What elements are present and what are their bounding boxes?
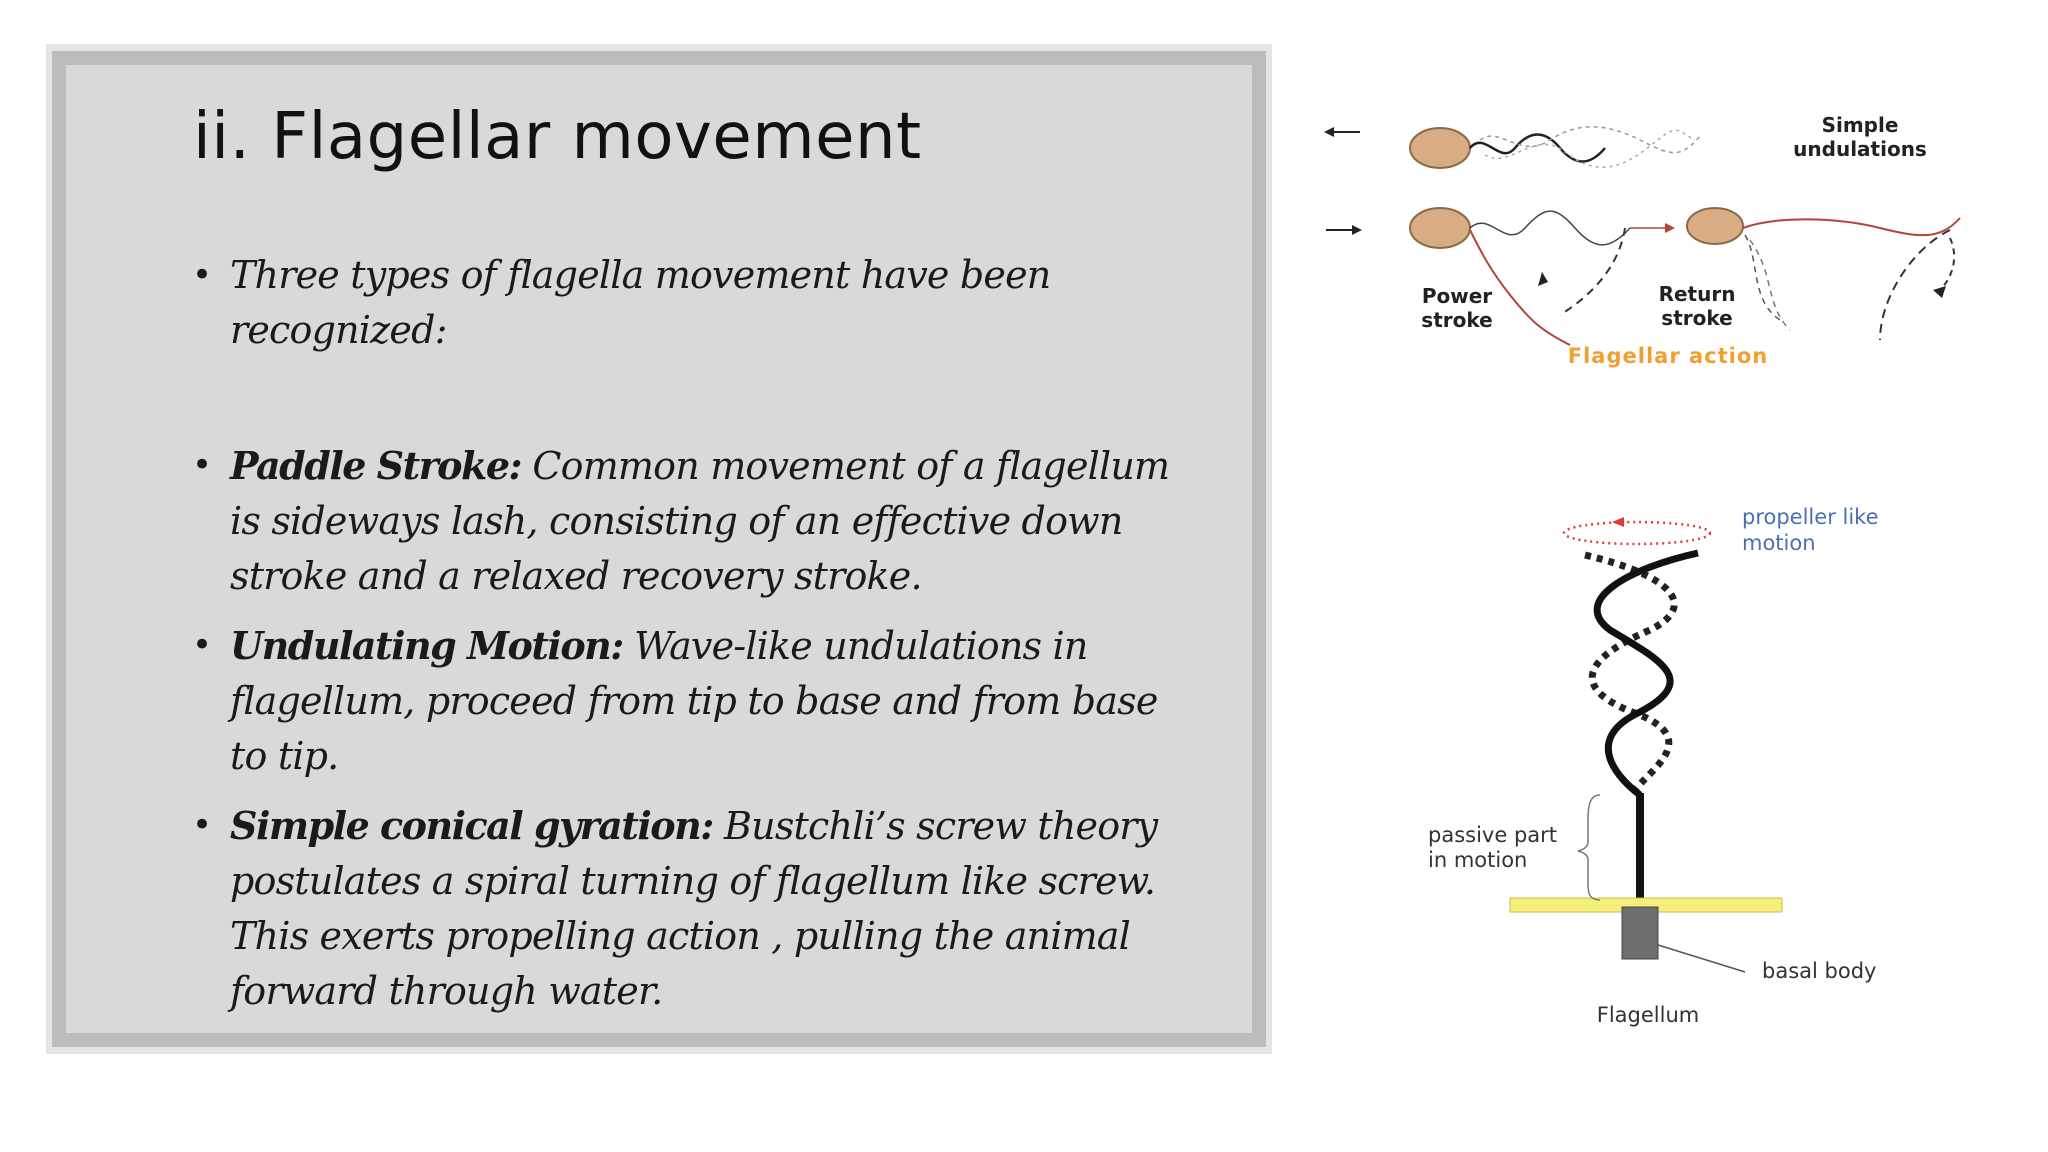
- return-stroke-dashed-path: [1745, 235, 1780, 320]
- bullet-lead: Paddle Stroke:: [230, 443, 522, 488]
- arrowhead-icon: [1538, 272, 1548, 286]
- cell-body: [1687, 208, 1743, 244]
- slide-title: ii. Flagellar movement: [193, 100, 922, 174]
- undulating-flagellum: [1470, 135, 1605, 162]
- label-power-line1: Power: [1421, 284, 1493, 308]
- arrowhead-icon: [1665, 223, 1675, 233]
- label-basal-body: basal body: [1762, 959, 1877, 983]
- rotation-path: [1564, 522, 1710, 544]
- cell-body: [1410, 208, 1470, 248]
- basal-body: [1622, 907, 1658, 959]
- basal-body-pointer: [1658, 945, 1745, 972]
- right-arrow-icon: [1326, 225, 1362, 235]
- bullet-marker: •: [192, 255, 212, 295]
- bullet-paddle-stroke: [190, 438, 1190, 604]
- bullet-undulating-motion: [190, 618, 1190, 784]
- return-stroke-dashed-path: [1750, 240, 1790, 330]
- return-stroke-flagellum: [1743, 218, 1960, 235]
- flagellum-structure-diagram: [1400, 490, 1920, 1050]
- bullet-intro: [190, 248, 1190, 358]
- bullet-lead: Simple conical gyration:: [230, 803, 713, 848]
- undulation-ghost-wave: [1485, 130, 1695, 167]
- label-simple-line1: Simple: [1821, 113, 1899, 137]
- rotation-arrow-icon: [1612, 517, 1624, 527]
- left-arrow-icon: [1324, 127, 1360, 137]
- flagellum-ghost-spiral: [1585, 555, 1674, 790]
- label-return-line1: Return: [1658, 282, 1736, 306]
- label-power-line2: stroke: [1421, 308, 1493, 332]
- bullet-text: Bustchli’s screw theory postulates a spiral turning of flagellum like screw. This exerts propelling action , pulling the animal forward through water.: [230, 804, 1158, 1013]
- flagellum-spiral: [1597, 553, 1698, 795]
- bullet-conical-gyration: [190, 798, 1190, 1019]
- return-stroke-dashed-path: [1880, 230, 1950, 340]
- label-simple-line2: undulations: [1793, 137, 1927, 161]
- label-passive-line2: in motion: [1428, 848, 1528, 872]
- flagellum-caption: Flagellum: [1596, 1003, 1700, 1027]
- label-return-line2: stroke: [1661, 306, 1733, 330]
- bullet-text: Common movement of a flagellum is sideways lash, consisting of an effective down stroke and a relaxed recovery stroke.: [230, 444, 1170, 598]
- bullet-marker: •: [192, 445, 212, 485]
- bullet-text: Wave-like undulations in flagellum, proceed from tip to base and from base to tip.: [230, 624, 1158, 778]
- return-stroke-dashed-path: [1940, 238, 1954, 290]
- cell-body: [1410, 128, 1470, 168]
- label-propeller-line2: motion: [1742, 531, 1816, 555]
- label-propeller-line1: propeller like: [1742, 505, 1879, 529]
- power-stroke-flagellum-upper: [1470, 211, 1630, 245]
- flagellar-action-diagram: [1320, 100, 1980, 390]
- bullet-lead: Undulating Motion:: [230, 623, 623, 668]
- bullet-list: [190, 248, 1190, 1019]
- bullet-text: Three types of flagella movement have been recognized:: [230, 253, 1051, 352]
- flagellar-action-caption: Flagellar action: [1567, 344, 1769, 368]
- label-passive-line1: passive part: [1428, 823, 1558, 847]
- arrowhead-icon: [1933, 286, 1946, 298]
- bullet-marker: •: [192, 805, 212, 845]
- bullet-marker: •: [192, 625, 212, 665]
- passive-part-brace: [1578, 795, 1600, 900]
